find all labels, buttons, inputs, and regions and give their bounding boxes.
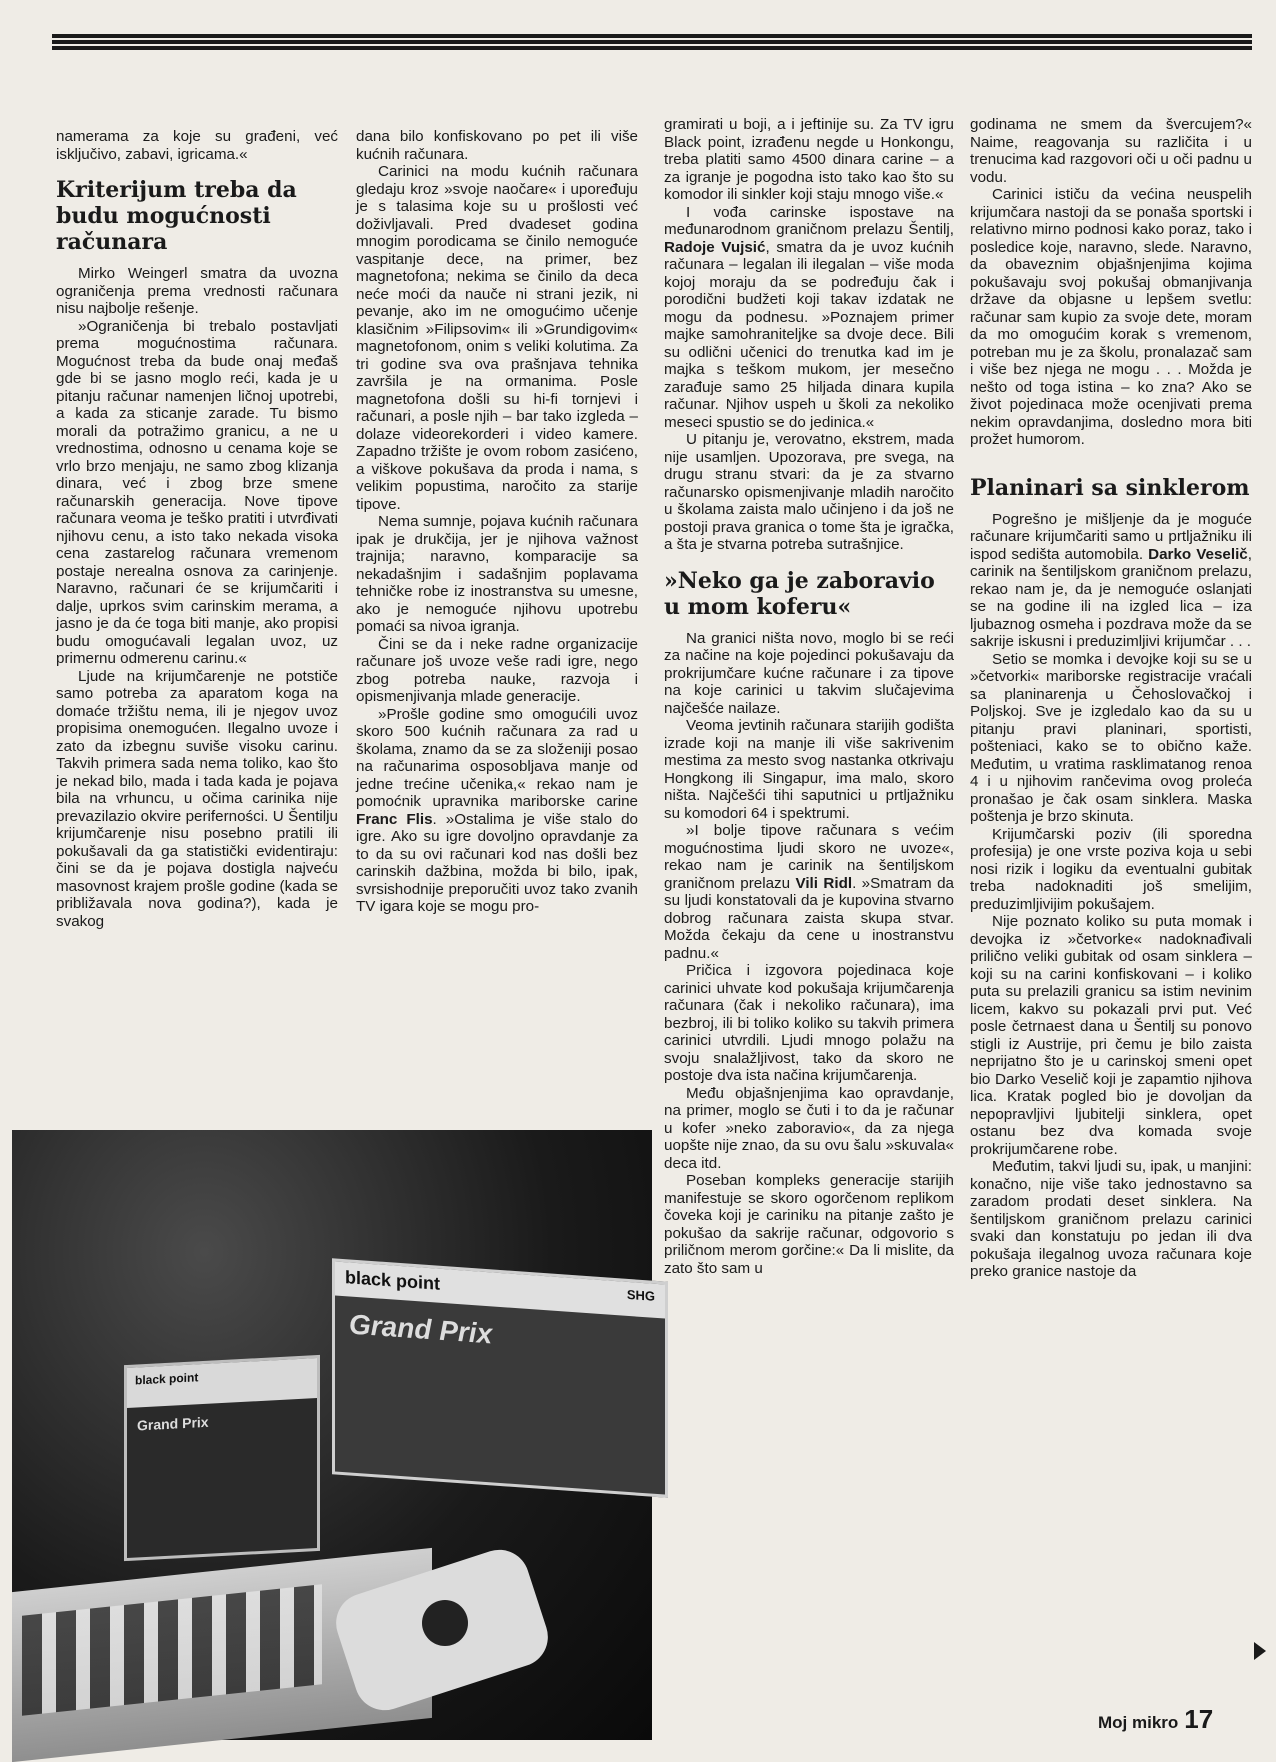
text: . »Ostalima je više stalo do igre. Ako su igre dovoljno opravdanje za to da su ovi računari kod nas došli bez carinskih dažbina, možda bi bilo, ipak, svrsishodnije preporučiti uvoz tako zvanih TV igara koje se mogu pro- xyxy=(356,810,638,915)
person-name: Franc Flis xyxy=(356,810,433,828)
person-name: Vili Ridl xyxy=(795,874,853,892)
subheading: Kriterijum treba da budu mogućnosti računara xyxy=(56,177,297,255)
box-title: black point xyxy=(345,1267,441,1294)
game-box-label xyxy=(127,1358,317,1408)
top-rule xyxy=(52,34,1252,50)
text: . »Smatram da su ljudi konstatovali da je kupovina stvarno dobrog računara zaista skupa stvar. Možda čekaju da cene u inostranstvu padnu.« xyxy=(664,874,954,962)
game-box-small xyxy=(124,1355,320,1561)
text: , carinik na šentiljskom graničnom prelazu, rekao nam je, da je nemoguće oslanjati se na godine ili na izgled lica – iza ljubaznog osmeha i pozdrava može da se sakrije iskusni i preduzimljivi krijumčar . . . xyxy=(970,545,1252,650)
column-1 xyxy=(56,128,338,1108)
paragraph: gramirati u boji, a i jeftinije su. Za TV igru Black point, izrađenu negde u Honkongu, treba platiti samo 4500 dinara carine – a za igranje je pogodna isto tako kao što su komodor ili sinkler koji staju mnogo više.« xyxy=(664,116,954,203)
box-subtitle: Grand Prix xyxy=(137,1413,209,1434)
joystick-knob xyxy=(422,1600,468,1646)
paragraph: Krijumčarski poziv (ili sporedna profesija) je one vrste poziva koja u sebi nosi rizik i logiku da eventualni gubitak treba nadoknaditi još smelijim, preduzimljivijim pokušajem. xyxy=(970,825,1252,913)
text: »Prošle godine smo omogućili uvoz skoro 500 kućnih računara za rad u školama, znamo da se za složeniji posao na računarima osposobljava manje od jedne trećine učenika,« rekao nam je pomoćnik upravnika mariborske carine xyxy=(356,705,638,810)
paragraph: godinama ne smem da švercujem?« Naime, reagovanja su različita i u trenucima kad razgovori oči u oči padnu u vodu. xyxy=(970,116,1252,186)
paragraph: Pričica i izgovora pojedinaca koje carinici uhvate kod pokušaja krijumčarenja računara (čak i nekoliko računara), ima bezbroj, ili bi toliko koliko su takvih primera carinici utvrdili. Ljudi mnogo polažu na svoju snalažljivost, tako da skoro ne postoje dva ista načina krijumčarenja. xyxy=(664,962,954,1084)
paragraph: namerama za koje su građeni, već isključivo, zabavi, igricama.« xyxy=(56,128,338,163)
text: »I bolje tipove računara s većim mogućnostima ljudi skoro ne uvoze«, rekao nam je carinik na šentiljskom graničnom prelazu xyxy=(664,822,954,892)
column-2 xyxy=(356,128,638,1108)
paragraph: »Ograničenja bi trebalo postavljati prema mogućnostima računara. Mogućnost treba da bude onaj međaš gde bi se jasno moglo reći, kada je u pitanju računar namenjen ličnoj upotrebi, a kada za sticanje zarade. Tu bismo morali da potražimo granicu, a ne u vrednostima, odnosno u cenama koje se vrlo brzo menjaju, ne samo zbog klizanja dinara, već i zbog brze smene računarskih generacija. Nove tipove računara veoma je teško pratiti i utvrđivati njihovu cenu, a isto tako nekada visoka cena zastarelog računara vremenom postaje nerealna osnova za carinjenje. Naravno, računari će se krijumčariti i dalje, uprkos svim carinskim merama, a jasno je da će toga biti manje, ako propisi budu omogućavali legalan uvoz, uz primernu odmerenu carinu.« xyxy=(56,317,338,667)
paragraph: Čini se da i neke radne organizacije računare još uvoze veše radi igre, nego zbog potreba nauke, razvoja i opismenjivanja mlade generacije. xyxy=(356,635,638,705)
text: I vođa carinske ispostave na međunarodnom graničnom prelazu Šentilj, xyxy=(664,203,954,238)
box-title: black point xyxy=(135,1370,199,1388)
paragraph: Međutim, takvi ljudi su, ipak, u manjini: konačno, nije više tako jednostavno sa zaradom prodati deset sinklera. Na šentiljskom graničnom prelazu carinici svaki dan konstatuju po jedan ili dva pokušaja ilegalnog uvoza računara koje preko granice nastoje da xyxy=(970,1158,1252,1280)
paragraph: Ljude na krijumčarenje ne potstiče samo potreba za aparatom koga na domaće tržištu nema, ili je njegov uvoz propisima onemogućen. Ilegalno uvoze i zato da izbegnu suviše visoku carinu. Takvih primera sada nema toliko, kao što je nekad bilo, mada i tada kada je pojava bila na vrhuncu, u očima carinika nije prevazilazio okvire periferności. U Šentilju krijumčarenje nisu posebno pratili ili pokušavali da ga statistički evidentiraju: čini se da je pojava dostigla najveću masovnost krajem prošle godine (kada se približavala nova godina?), kada je svakog xyxy=(56,667,338,930)
paragraph: Među objašnjenjima kao opravdanje, na primer, moglo se čuti i to da je računar u kofer »neko zaboravio«, da za njega uopšte nije znao, da su ovu šalu »skuvala« deca itd. xyxy=(664,1084,954,1172)
game-box-large xyxy=(332,1258,668,1497)
paragraph xyxy=(356,706,638,916)
column-3 xyxy=(664,116,954,1666)
paragraph: dana bilo konfiskovano po pet ili više kućnih računara. xyxy=(356,128,638,163)
person-name: Radoje Vujsić xyxy=(664,238,766,256)
text: , smatra da je uvoz kućnih računara – legalan ili ilegalan – više moda kojoj moraju da se podređuju čak i porodični budžeti koji takav izdatak ne mogu da podnesu. »Poznajem primer majke samohraniteljke sa dvoje dece. Bili su odlični učenici do trenutka kad im je majka s teškom mukom, jer mesečno zarađuje samo 25 hiljada dinara kupila računar. Njihov uspeh u školi za nekoliko meseci spustio se do jedinica.« xyxy=(664,238,954,431)
text: Pogrešno je mišljenje da je moguće računare krijumčariti samo u prtljažniku ili ispod sedišta automobila. xyxy=(970,510,1252,563)
person-name: Darko Veselič xyxy=(1148,545,1248,563)
paragraph: Nije poznato koliko su puta momak i devojka iz »četvorke« nadoknađivali prilično veliki gubitak od osam sinklera – koji su na carini konfiskovani – i koliko puta su prelazili granicu sa istim nevinim licem, kakvo su pokazali prvi put. Već posle četrnaest dana u Šentilj su ponovo stigli iz Austrije, pri čemu je bilo zaista neprijatno što je u carinskoj smeni opet bio Darko Veselič koji je zapamtio njihova lica. Kratak pogled bio je dovoljan da nepopravljivi ljubitelji sinklera, opet ostanu bez dva komada svoje prokrijumčarene robe. xyxy=(970,913,1252,1158)
paragraph: Nema sumnje, pojava kućnih računara ipak je drukčija, jer je njihova važnost trajnija; naravno, komparacije sa nekadašnjim i sadašnjim poplavama tehničke robe iz inostranstva su umesne, ako je nemoguće njihovu upotrebu pomaći sa nivoa igranja. xyxy=(356,513,638,635)
paragraph: Veoma jevtinih računara starijih godišta izrade koji na manje ili više sakrivenim mestima za mesto svog nastanka otkrivaju Hongkong ili Singapur, ima malo, skoro ništa. Najčešći tihi saputnici u prtljažniku su komodori 64 i spektrumi. xyxy=(664,717,954,822)
paragraph: Carinici na modu kućnih računara gledaju kroz »svoje naočare« i upoređuju je s talasima koje su u prošlosti već doživljavali. Pred dvadeset godina mnogim porodicama se činilo nemoguće vaspitanje dece, na primer, bez magnetofona; nekima se činilo da deca neće moći da nauče ni strani jezik, ni pevanje, ako im ne omogućimo učenje klasičnim »Filipsovim« ili »Grundigovim« magnetofonom, onim s veliki kolutima. Za tri godine sva ova prašnjava tehnika završila je na ormanima. Posle magnetofona došli su hi-fi tornjevi i računari, a posle njih – bar tako izgleda – dolaze videorekorderi i video kamere. Zapadno tržište je ovom robom zasićeno, a viškove pokušava da proda i nama, s velikim popustima, naročito za starije tipove. xyxy=(356,163,638,513)
page-number: 17 xyxy=(1184,1704,1214,1734)
subheading: Planinari sa sinklerom xyxy=(970,474,1250,501)
paragraph: U pitanju je, verovatno, ekstrem, mada nije usamljen. Upozorava, pre svega, na drugu stranu stvari: da je za stvarno računarsko opismenjivanje mladih naročito u školama zaista malo učinjeno i da još ne postoji prava granica o tome šta je igračka, a šta je stvarna potreba sutrašnjice. xyxy=(664,431,954,553)
paragraph: Poseban kompleks generacije starijih manifestuje se skoro ogorčenom replikom čoveka koji je cariniku na pitanje zašto je pokušao da sakrije računar, odgovorio s priličnom merom gorčine:« Da li mislite, da zato što sam u xyxy=(664,1172,954,1277)
photo-tv-game xyxy=(12,1130,655,1740)
magazine-name: Moj mikro xyxy=(1098,1713,1179,1732)
paragraph xyxy=(664,822,954,962)
paragraph xyxy=(664,204,954,432)
paragraph: Na granici ništa novo, moglo bi se reći za načine na koje pojedinci pokušavaju da prokrijumčare kućne računare i za tipove na koje carinici u takvim slučajevima najčešće nailaze. xyxy=(664,629,954,717)
paragraph: Setio se momka i devojke koji su se u »četvorki« mariborske registracije vraćali sa planinarenja u Čehoslovačkoj i Poljskoj. Sve je izgledalo kao da su u pitanju pravi planinari, sportisti, pošteniaci, kako se to obično kaže. Međutim, u vratima rasklimatanog renoa 4 i u njihovim rančevima ovog proleća pronašao je čak osam sinklera. Maska poštenja je brzo skinuta. xyxy=(970,650,1252,825)
box-brand: SHG xyxy=(626,1286,655,1304)
continue-arrow-icon xyxy=(1254,1642,1266,1660)
box-subtitle: Grand Prix xyxy=(349,1308,493,1350)
page-footer xyxy=(1098,1704,1213,1735)
column-4 xyxy=(970,116,1252,1676)
paragraph: Mirko Weingerl smatra da uvozna ograničenja prema vrednosti računara nisu najbolje rešenje. xyxy=(56,265,338,317)
paragraph xyxy=(970,511,1252,651)
paragraph: Carinici ističu da većina neuspelih krijumčara nastoji da se ponaša sportski i relativno mirno podnosi kako poraz, tako i posledice koje, naravno, slede. Naravno, da obaveznim objašnjenjima kojima pokušavaju svoj pokušaj obmanjivanja države da objasne u lepšem svetlu: računar sam kupio za svoje dete, moram da mo omogućim korak s vremenom, potreban mu je za školu, pronalazač sam i više bez njega ne mogu . . . Možda je nešto od toga istina – ko zna? Ako se život pojedinaca može ocenjivati prema nekim opravdanjima, dosledno mora biti prožet humorom. xyxy=(970,186,1252,448)
subheading: »Neko ga je zaboravio u mom koferu« xyxy=(664,567,935,620)
